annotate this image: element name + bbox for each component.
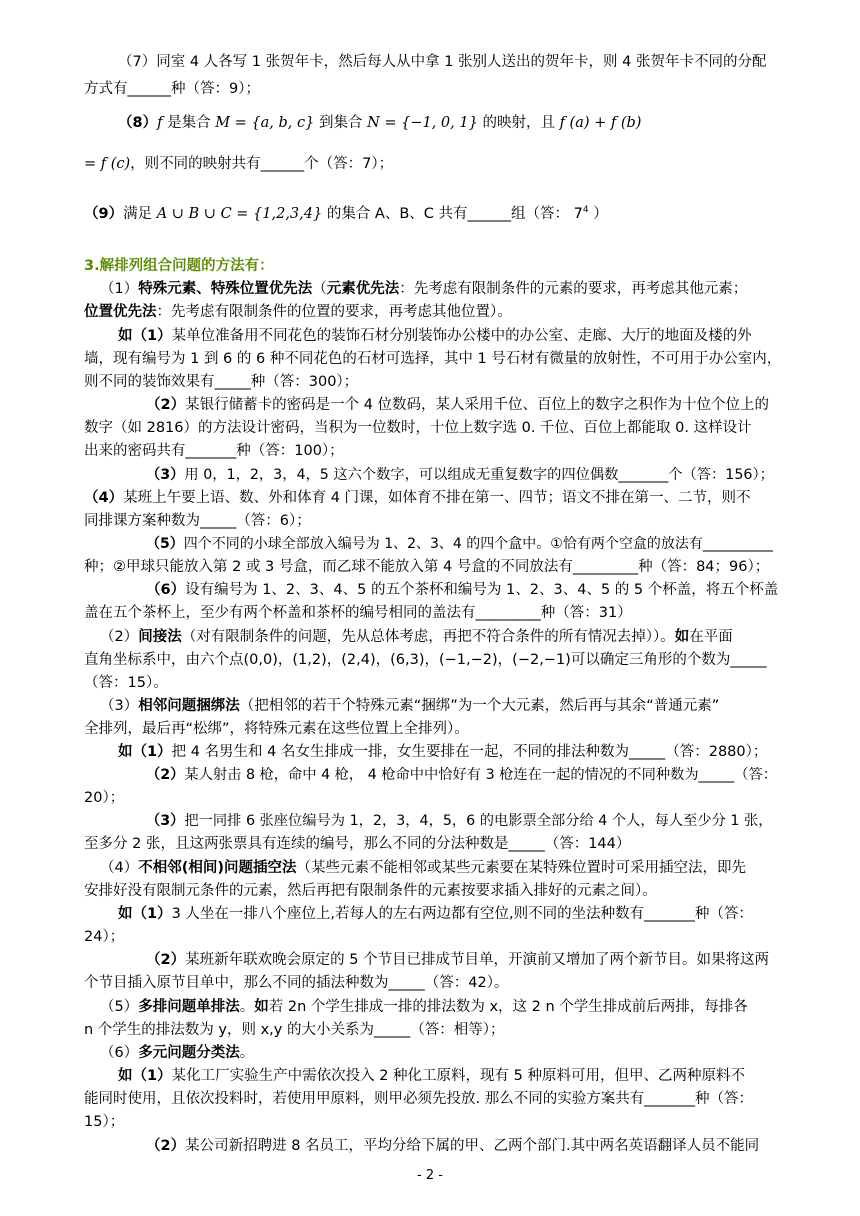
method-1-line-2: 位置优先法：先考虑有限制条件的位置的要求，再考虑其他位置）。 [84, 304, 512, 320]
example-3-1-line: 如（1）把 4 名男生和 4 名女生排成一排，女生要排在一起，不同的排法种数为_____（答：2880）； [118, 744, 768, 760]
method-2-line-1: （2）间接法（对有限制条件的问题，先从总体考虑，再把不符合条件的所有情况去掉））。如在平面 [100, 629, 733, 645]
example-3-2-line-2: 20）； [84, 790, 125, 806]
example-4-2-line-2: 个节目插入原节目单中，那么不同的插法种数为_____（答：42）。 [84, 975, 509, 991]
example-1-2-line-1: （2）某银行储蓄卡的密码是一个 4 位数码，某人采用千位、百位上的数字之积作为十位个位上的 [146, 397, 770, 413]
method-2-line-2: 直角坐标系中，由六个点(0,0)，(1,2)，(2,4)，(6,3)，(−1,−2)，(−2,−1)可以确定三角形的个数为_____ [84, 652, 767, 668]
method-3-line-1: （3）相邻问题捆绑法（把相邻的若干个特殊元素“捆绑”为一个大元素，然后再与其余“普通元素” [100, 698, 720, 714]
example-1-2-line-2: 数字（如 2816）的方法设计密码，当积为一位数时，十位上数字选 0. 千位、百位上都能取 0. 这样设计 [84, 420, 752, 436]
example-6-1-line-3: 15）； [84, 1114, 125, 1130]
problem-8-line-2: = f (c)，则不同的映射共有______个（答：7）； [84, 156, 394, 172]
problem-9-line: （9）满足 A ∪ B ∪ C = {1,2,3,4} 的集合 A、B、C 共有______组（答： $7^4$ ） [84, 205, 608, 222]
example-6-1-line-2: 能同时使用，且依次投料时，若使用甲原料，则甲必须先投放. 那么不同的实验方案共有_______种（答： [84, 1091, 753, 1107]
example-1-1-line-3: 则不同的装饰效果有_____种（答：300）； [84, 374, 359, 390]
example-4-1-line-1: 如（1）3 人坐在一排八个座位上,若每人的左右两边都有空位,则不同的坐法种数有_______种（答： [118, 906, 753, 922]
example-3-2-line-1: （2）某人射击 8 枪，命中 4 枪， 4 枪命中中恰好有 3 枪连在一起的情况的不同种数为_____（答： [146, 767, 778, 783]
example-6-1-line-1: 如（1）某化工厂实验生产中需依次投入 2 种化工原料，现有 5 种原料可用，但甲、乙两种原料不 [118, 1068, 745, 1084]
example-3-3-line-1: （3）把一同排 6 张座位编号为 1，2，3，4，5，6 的电影票全部分给 4 个人，每人至少分 1 张， [146, 813, 773, 829]
method-4-line-2: 安排好没有限制元条件的元素，然后再把有限制条件的元素按要求插入排好的元素之间）。 [84, 883, 657, 899]
example-4-2-line-1: （2）某班新年联欢晚会原定的 5 个节目已排成节目单，开演前又增加了两个新节目。如果将这两 [146, 952, 770, 968]
example-1-3-line: （3）用 0，1，2，3，4，5 这六个数字，可以组成无重复数字的四位偶数_______个（答：156）； [146, 467, 774, 483]
example-3-3-line-2: 至多分 2 张，且这两张票具有连续的编号，那么不同的分法种数是_____（答：144） [84, 836, 631, 852]
page-number: - 2 - [417, 1168, 443, 1183]
section-heading: 3.解排列组合问题的方法有： [84, 258, 274, 274]
method-2-line-3: （答：15）。 [84, 675, 168, 691]
problem-8-line-1: （8）f 是集合 M = {a, b, c} 到集合 N = {−1, 0, 1} 的映射，且 f (a) + f (b) [118, 115, 642, 131]
method-4-line-1: （4）不相邻(相间)问题插空法（某些元素不能相邻或某些元素要在某特殊位置时可采用插空法，即先 [100, 860, 746, 876]
example-1-1-line-2: 墙，现有编号为 1 到 6 的 6 种不同花色的石材可选择，其中 1 号石材有微量的放射性，不可用于办公室内， [84, 351, 782, 367]
method-1-line-1: （1）特殊元素、特殊位置优先法（元素优先法：先考虑有限制条件的元素的要求，再考虑其他元素； [100, 281, 748, 297]
method-5-line-2: n 个学生的排法数为 y，则 x,y 的大小关系为_____（答：相等）； [84, 1022, 505, 1038]
example-1-6-line-2: 盖在五个茶杯上，至少有两个杯盖和茶杯的编号相同的盖法有_________种（答：31） [84, 605, 632, 621]
example-4-1-line-2: 24）； [84, 929, 125, 945]
example-6-2-line-1: （2）某公司新招聘进 8 名员工，平均分给下属的甲、乙两个部门.其中两名英语翻译人员不能同 [146, 1138, 760, 1154]
example-1-2-line-3: 出来的密码共有_______种（答：100）； [84, 443, 344, 459]
example-1-5-line-1: （5）四个不同的小球全部放入编号为 1、2、3、4 的四个盒中。①恰有两个空盒的放法有__________ [146, 536, 773, 552]
problem-7-line-2: 方式有______种（答：9）； [84, 81, 260, 97]
example-1-4-line-2: 同排课方案种数为_____（答：6）； [84, 513, 311, 529]
method-5-line-1: （5）多排问题单排法。如若 2n 个学生排成一排的排法数为 x，这 2 n 个学生排成前后两排，每排各 [100, 999, 748, 1015]
example-1-5-line-2: 种；②甲球只能放入第 2 或 3 号盒，而乙球不能放入第 4 号盒的不同放法有_________种（答：84；96）； [84, 559, 770, 575]
method-3-line-2: 全排列，最后再“松绑”，将特殊元素在这些位置上全排列）。 [84, 721, 469, 737]
example-1-6-line-1: （6）设有编号为 1、2、3、4、5 的五个茶杯和编号为 1、2、3、4、5 的 5 个杯盖，将五个杯盖 [146, 582, 779, 598]
example-1-1-line-1: 如（1）某单位准备用不同花色的装饰石材分别装饰办公楼中的办公室、走廊、大厅的地面及楼的外 [118, 328, 752, 344]
example-1-4-line-1: （4）某班上午要上语、数、外和体育 4 门课，如体育不排在第一、四节；语文不排在第一、二节，则不 [84, 490, 751, 506]
method-6-line: （6）多元问题分类法。 [100, 1045, 255, 1061]
problem-7-line-1: （7）同室 4 人各写 1 张贺年卡，然后每人从中拿 1 张别人送出的贺年卡，则 4 张贺年卡不同的分配 [118, 54, 767, 70]
